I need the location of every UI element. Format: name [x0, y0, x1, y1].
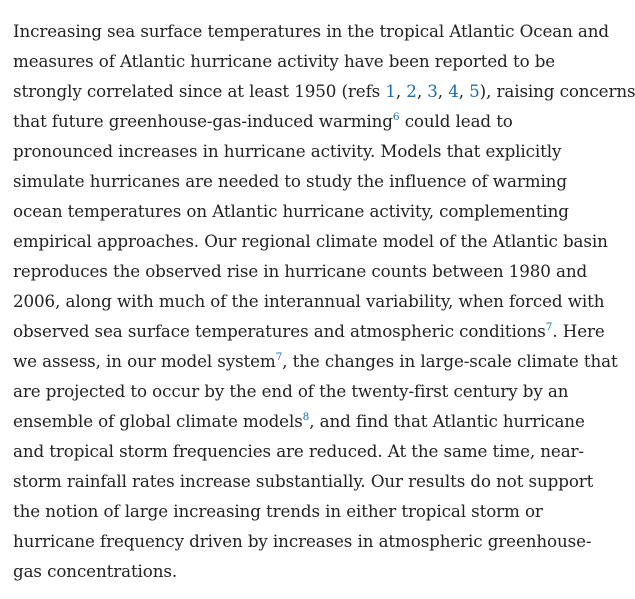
- text-segment: 2006, along with much of the interannual variability, when forced with: [13, 291, 605, 311]
- text-line: [13, 286, 605, 316]
- text-line: [13, 556, 597, 586]
- text-line: [13, 466, 597, 496]
- reference-link[interactable]: 2: [406, 81, 417, 101]
- reference-link[interactable]: 3: [427, 81, 438, 101]
- text-line: [13, 526, 597, 556]
- text-line: [13, 376, 597, 406]
- text-line: [13, 316, 605, 346]
- text-segment: ,: [458, 81, 470, 101]
- text-segment: pronounced increases in hurricane activity. Models that explicitly: [13, 141, 562, 161]
- text-segment: that future greenhouse-gas-induced warming: [13, 111, 393, 131]
- text-segment: ,: [395, 81, 407, 101]
- text-segment: strongly correlated since at least 1950 (refs: [13, 81, 386, 101]
- text-segment: gas concentrations.: [13, 561, 178, 581]
- text-segment: measures of Atlantic hurricane activity have been reported to be: [13, 51, 556, 71]
- reference-link[interactable]: 1: [385, 81, 396, 101]
- text-line: [13, 226, 608, 256]
- text-segment: observed sea surface temperatures and atmospheric conditions: [13, 321, 546, 341]
- reference-link[interactable]: 7: [545, 321, 553, 333]
- text-line: [13, 346, 618, 376]
- reference-link[interactable]: 7: [275, 351, 283, 363]
- text-segment: Increasing sea surface temperatures in the tropical Atlantic Ocean and: [13, 21, 609, 41]
- text-line: [13, 106, 597, 136]
- text-segment: and tropical storm frequencies are reduced. At the same time, near-: [13, 441, 584, 461]
- text-segment: the notion of large increasing trends in either tropical storm or: [13, 501, 543, 521]
- reference-link[interactable]: 8: [302, 411, 310, 423]
- text-segment: are projected to occur by the end of the twenty-first century by an: [13, 381, 569, 401]
- text-segment: ,: [437, 81, 449, 101]
- text-line: [13, 436, 597, 466]
- text-segment: , and find that Atlantic hurricane: [309, 411, 585, 431]
- text-line: [13, 196, 597, 226]
- abstract-paragraph: [13, 16, 635, 586]
- text-segment: hurricane frequency driven by increases in atmospheric greenhouse-: [13, 531, 592, 551]
- reference-link[interactable]: 5: [469, 81, 480, 101]
- reference-link[interactable]: 6: [392, 111, 400, 123]
- text-line: [13, 166, 597, 196]
- text-segment: reproduces the observed rise in hurricane counts between 1980 and: [13, 261, 588, 281]
- text-segment: . Here: [552, 321, 605, 341]
- text-line: [13, 256, 597, 286]
- text-segment: , the changes in large-scale climate that: [282, 351, 618, 371]
- text-segment: ), raising concerns: [479, 81, 635, 101]
- reference-link[interactable]: 4: [448, 81, 459, 101]
- text-segment: we assess, in our model system: [13, 351, 276, 371]
- text-segment: simulate hurricanes are needed to study the influence of warming: [13, 171, 567, 191]
- text-segment: ocean temperatures on Atlantic hurricane activity, complementing: [13, 201, 569, 221]
- text-segment: ensemble of global climate models: [13, 411, 303, 431]
- text-line: [13, 496, 597, 526]
- text-segment: storm rainfall rates increase substantially. Our results do not support: [13, 471, 594, 491]
- text-line: [13, 46, 597, 76]
- text-line: [13, 406, 597, 436]
- text-line: [13, 16, 609, 46]
- text-segment: could lead to: [399, 111, 513, 131]
- text-line: [13, 136, 597, 166]
- text-segment: ,: [416, 81, 428, 101]
- text-line: [13, 76, 635, 106]
- text-segment: empirical approaches. Our regional climate model of the Atlantic basin: [13, 231, 608, 251]
